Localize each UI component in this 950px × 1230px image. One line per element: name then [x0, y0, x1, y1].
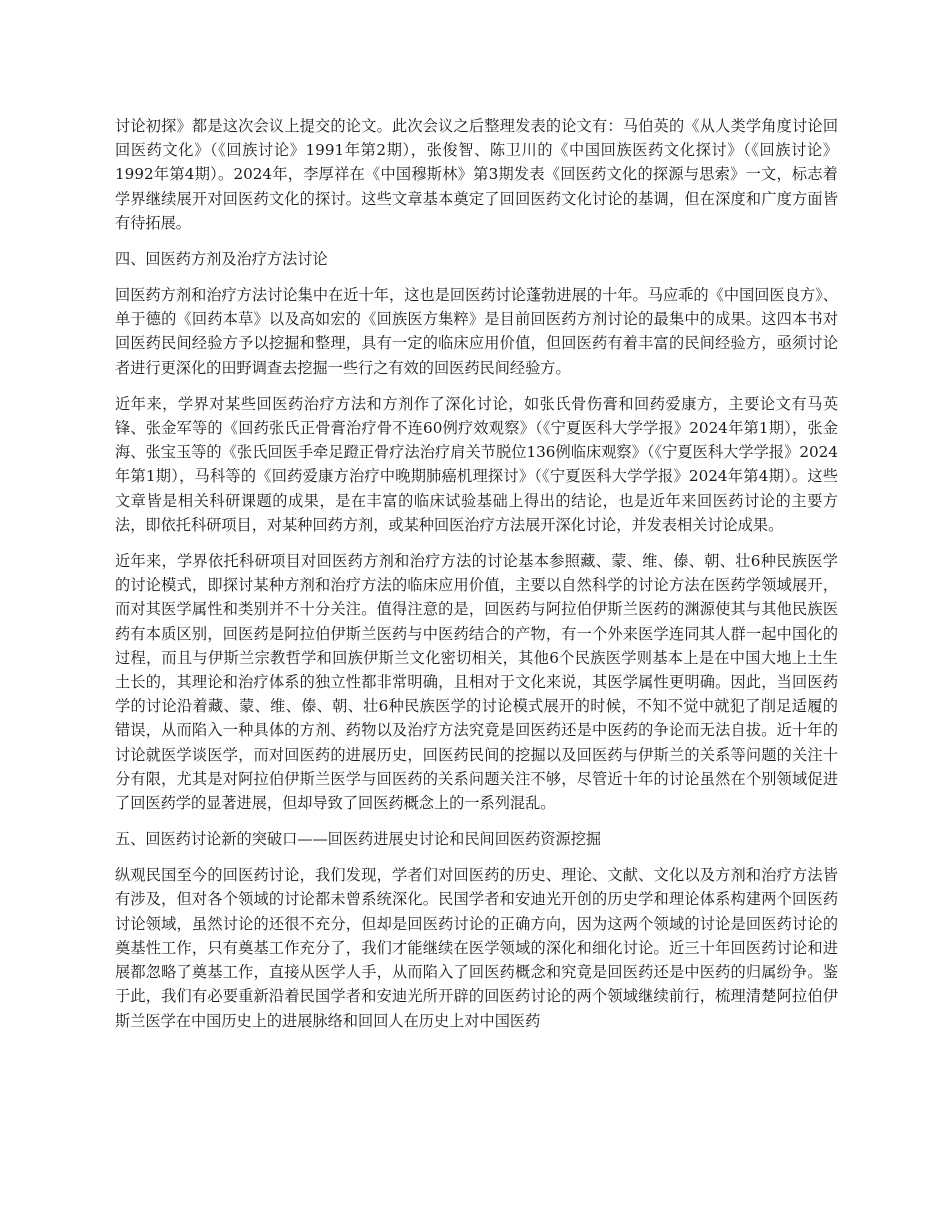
paragraph-prescription-research: 回医药方剂和治疗方法讨论集中在近十年，这也是回医药讨论蓬勃进展的十年。马应乖的《中国回医良方》、单于德的《回药本草》以及高如宏的《回族医方集粹》是目前回医药方剂讨论的最集中的成果。这四本书对回医药民间经验方予以挖掘和整理，具有一定的临床应用价值，但回医药有着丰富的民间经验方，亟须讨论者进行更深化的田野调查去挖掘一些行之有效的回医药民间经验方。	[115, 286, 838, 377]
paragraph-new-breakthrough: 纵观民国至今的回医药讨论，我们发现，学者们对回医药的历史、理论、文献、文化以及方剂和治疗方法皆有涉及，但对各个领域的讨论都未曾系统深化。民国学者和安迪光开创的历史学和理论体系构建两个回医药讨论领域，虽然讨论的还很不充分，但却是回医药讨论的正确方向，因为这两个领域的讨论是回医药讨论的奠基性工作，只有奠基工作充分了，我们才能继续在医学领域的深化和细化讨论。近三十年回医药讨论和进展都忽略了奠基工作，直接从医学人手，从而陷入了回医药概念和究竟是回医药还是中医药的归属纷争。鉴于此，我们有必要重新沿着民国学者和安迪光所开辟的回医药讨论的两个领域继续前行，梳理清楚阿拉伯伊斯兰医学在中国历史上的进展脉络和回回人在历史上对中国医药	[115, 866, 838, 1030]
section-heading-4: 四、回医药方剂及治疗方法讨论	[115, 250, 328, 269]
paragraph-intro-literature: 讨论初探》都是这次会议上提交的论文。此次会议之后整理发表的论文有：马伯英的《从人类学角度讨论回回医药文化》（《回族讨论》1991年第2期），张俊智、陈卫川的《中国回族医药文化探讨》（《回族讨论》1992年第4期）。2024年，李厚祥在《中国穆斯林》第3期发表《回医药文化的探源与思索》一文，标志着学界继续展开对回医药文化的探讨。这些文章基本奠定了回回医药文化讨论的基调，但在深度和广度方面皆有待拓展。	[115, 117, 838, 232]
section-heading-5: 五、回医药讨论新的突破口——回医药进展史讨论和民间回医药资源挖掘	[115, 830, 601, 849]
paragraph-treatment-studies: 近年来，学界对某些回医药治疗方法和方剂作了深化讨论，如张氏骨伤膏和回药爱康方，主要论文有马英锋、张金军等的《回药张氏正骨膏治疗骨不连60例疗效观察》（《宁夏医科大学学报》2024年第1期），张金海、张宝玉等的《张氏回医手牵足蹬正骨疗法治疗肩关节脱位136例临床观察》（《宁夏医科大学学报》2024年第1期），马科等的《回药爱康方治疗中晚期肺癌机理探讨》（《宁夏医科大学学报》2024年第4期）。这些文章皆是相关科研课题的成果，是在丰富的临床试验基础上得出的结论，也是近年来回医药讨论的主要方法，即依托科研项目，对某种回药方剂，或某种回医治疗方法展开深化讨论，并发表相关讨论成果。	[115, 394, 838, 534]
paragraph-research-model-critique: 近年来，学界依托科研项目对回医药方剂和治疗方法的讨论基本参照藏、蒙、维、傣、朝、壮6种民族医学的讨论模式，即探讨某种方剂和治疗方法的临床应用价值，主要以自然科学的讨论方法在医药学领域展开，而对其医学属性和类别并不十分关注。值得注意的是，回医药与阿拉伯伊斯兰医药的渊源使其与其他民族医药有本质区别，回医药是阿拉伯伊斯兰医药与中医药结合的产物，有一个外来医学连同其人群一起中国化的过程，而且与伊斯兰宗教哲学和回族伊斯兰文化密切相关，其他6个民族医学则基本上是在中国大地上土生土长的，其理论和治疗体系的独立性都非常明确，且相对于文化来说，其医学属性更明确。因此，当回医药学的讨论沿着藏、蒙、维、傣、朝、壮6种民族医学的讨论模式展开的时候，不知不觉中就犯了削足适履的错误，从而陷入一种具体的方剂、药物以及治疗方法究竟是回医药还是中医药的争论而无法自拔。近十年的讨论就医学谈医学，而对回医药的进展历史，回医药民间的挖掘以及回医药与伊斯兰的关系等问题的关注十分有限，尤其是对阿拉伯伊斯兰医学与回医药的关系问题关注不够，尽管近十年的讨论虽然在个别领域促进了回医药学的显著进展，但却导致了回医药概念上的一系列混乱。	[115, 552, 838, 813]
